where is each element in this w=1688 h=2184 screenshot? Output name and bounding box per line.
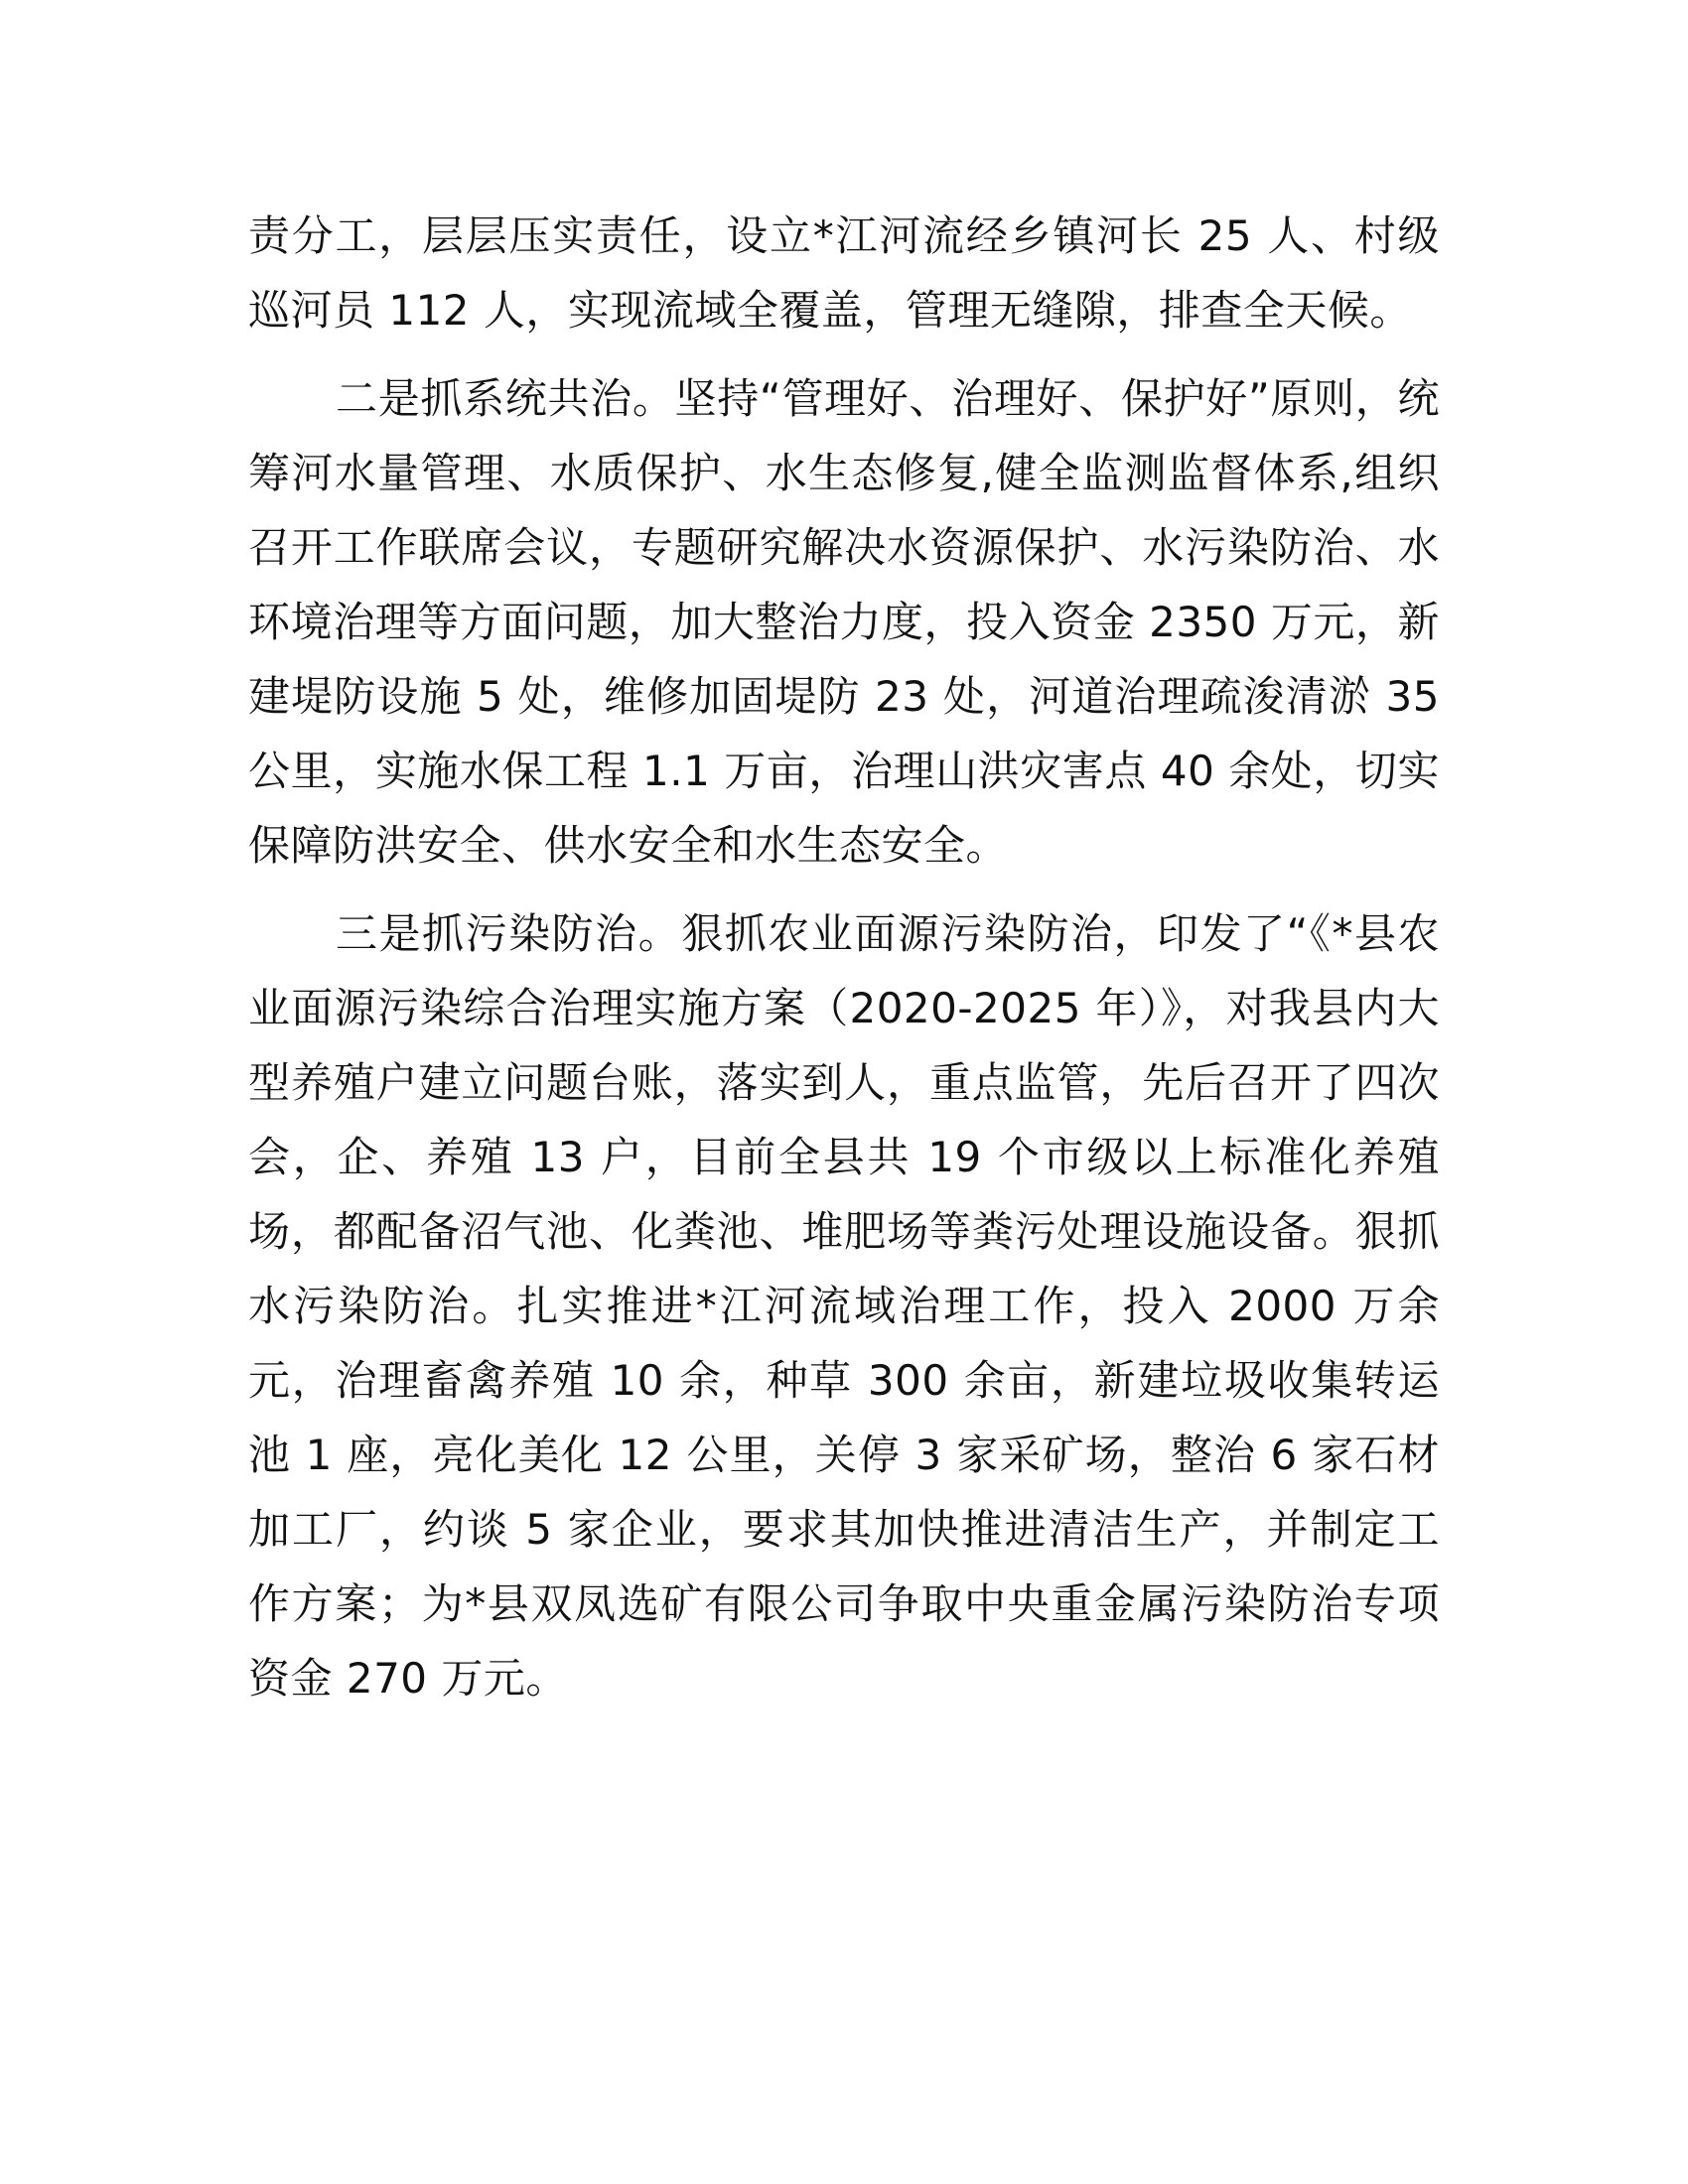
paragraph-1: 责分工，层层压实责任，设立*江河流经乡镇河长 25 人、村级巡河员 112 人，实现流域全覆盖，管理无缝隙，排查全天候。 <box>248 211 1440 335</box>
paragraph-3: 三是抓污染防治。狠抓农业面源污染防治，印发了“《*县农业面源污染综合治理实施方案（2020-2025 年）》，对我县内大型养殖户建立问题台账，落实到人，重点监管，先后召开了四次会，企、养殖 13 户，目前全县共 19 个市级以上标准化养殖场，都配备沼气池、化粪池、堆肥场等粪污处理设施设备。狠抓水污染防治。扎实推进*江河流域治理工作，投入 2000 万余元，治理畜禽养殖 10 余，种草 300 余亩，新建垃圾收集转运池 1 座，亮化美化 12 公里，关停 3 家采矿场，整治 6 家石材加工厂，约谈 5 家企业，要求其加快推进清洁生产，并制定工作方案；为*县双凤选矿有限公司争取中央重金属污染防治专项资金 270 万元。 <box>248 909 1440 1703</box>
paragraph-2: 二是抓系统共治。坚持“管理好、治理好、保护好”原则，统筹河水量管理、水质保护、水生态修复,健全监测监督体系,组织召开工作联席会议，专题研究解决水资源保护、水污染防治、水环境治理等方面问题，加大整治力度，投入资金 2350 万元，新建堤防设施 5 处，维修加固堤防 23 处，河道治理疏浚清淤 35 公里，实施水保工程 1.1 万亩，治理山洪灾害点 40 余处，切实保障防洪安全、供水安全和水生态安全。 <box>248 374 1440 870</box>
document-body <box>248 199 1440 1715</box>
